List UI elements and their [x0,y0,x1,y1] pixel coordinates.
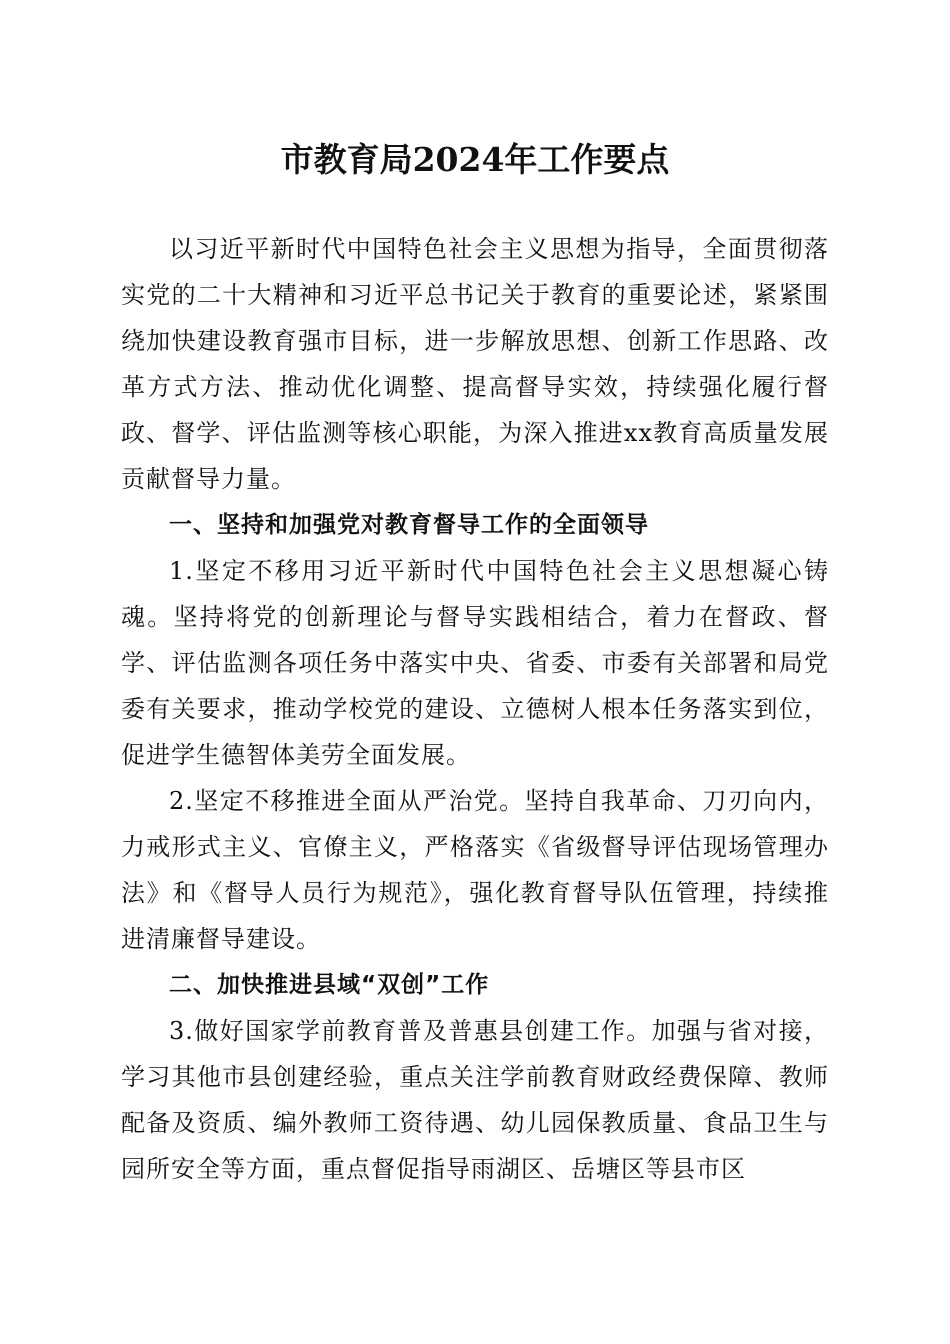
document-body [121,226,829,1192]
item-paragraph-1: 1.坚定不移用习近平新时代中国特色社会主义思想凝心铸魂。坚持将党的创新理论与督导实践相结合，着力在督政、督学、评估监测各项任务中落实中央、省委、市委有关部署和局党委有关要求，推动学校党的建设、立德树人根本任务落实到位，促进学生德智体美劳全面发展。 [121,557,829,769]
item-paragraph-3: 3.做好国家学前教育普及普惠县创建工作。加强与省对接，学习其他市县创建经验，重点关注学前教育财政经费保障、教师配备及资质、编外教师工资待遇、幼儿园保教质量、食品卫生与园所安全等方面，重点督促指导雨湖区、岳塘区等县市区 [121,1017,829,1183]
section-heading-1: 一、坚持和加强党对教育督导工作的全面领导 [169,512,649,538]
item-paragraph-2: 2.坚定不移推进全面从严治党。坚持自我革命、刀刃向内，力戒形式主义、官僚主义，严格落实《省级督导评估现场管理办法》和《督导人员行为规范》，强化教育督导队伍管理，持续推进清廉督导建设。 [121,787,829,953]
intro-paragraph: 以习近平新时代中国特色社会主义思想为指导，全面贯彻落实党的二十大精神和习近平总书记关于教育的重要论述，紧紧围绕加快建设教育强市目标，进一步解放思想、创新工作思路、改革方式方法、推动优化调整、提高督导实效，持续强化履行督政、督学、评估监测等核心职能，为深入推进xx教育高质量发展贡献督导力量。 [121,235,829,493]
section-heading-2: 二、加快推进县域“双创”工作 [169,972,490,998]
document-title: 市教育局2024年工作要点 [280,140,670,179]
